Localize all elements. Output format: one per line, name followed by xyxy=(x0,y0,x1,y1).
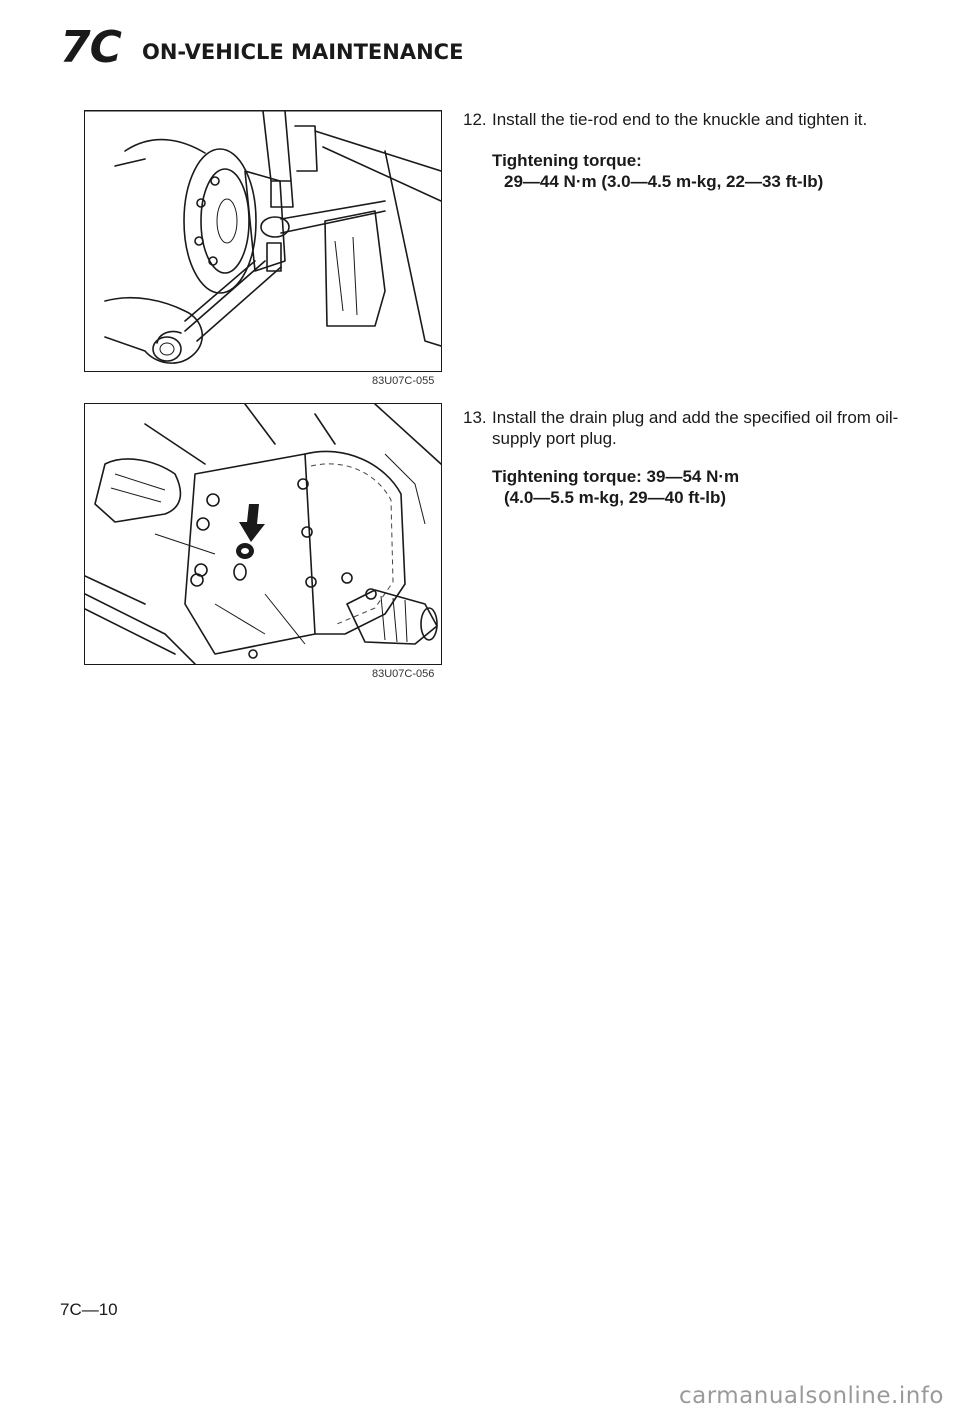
figure-tie-rod-installation xyxy=(84,110,442,372)
step-text: Install the tie-rod end to the knuckle and tighten it. xyxy=(492,110,868,129)
torque-value: 29—44 N·m (3.0—4.5 m-kg, 22—33 ft-lb) xyxy=(504,172,824,191)
drain-plug-transmission-illustration-icon xyxy=(85,404,441,664)
section-title: ON-VEHICLE MAINTENANCE xyxy=(142,40,464,64)
step-13 xyxy=(463,407,903,449)
torque-value: (4.0—5.5 m-kg, 29—40 ft-lb) xyxy=(504,488,727,507)
watermark: carmanualsonline.info xyxy=(678,1383,944,1409)
torque-label: Tightening torque: 39—54 N·m xyxy=(492,467,740,486)
figure-code: 83U07C-055 xyxy=(372,375,435,387)
tie-rod-end-wrench-illustration-icon xyxy=(85,111,441,371)
step-number: 12. xyxy=(463,110,487,129)
step-number: 13. xyxy=(463,408,487,427)
torque-label: Tightening torque: xyxy=(492,151,642,170)
page-number: 7C—10 xyxy=(60,1300,118,1319)
figure-drain-plug xyxy=(84,403,442,665)
step-text: Install the drain plug and add the specified oil from oil-supply port plug. xyxy=(492,408,899,448)
step-12 xyxy=(463,109,903,130)
section-code: 7C xyxy=(60,22,121,73)
figure-code: 83U07C-056 xyxy=(372,668,435,680)
